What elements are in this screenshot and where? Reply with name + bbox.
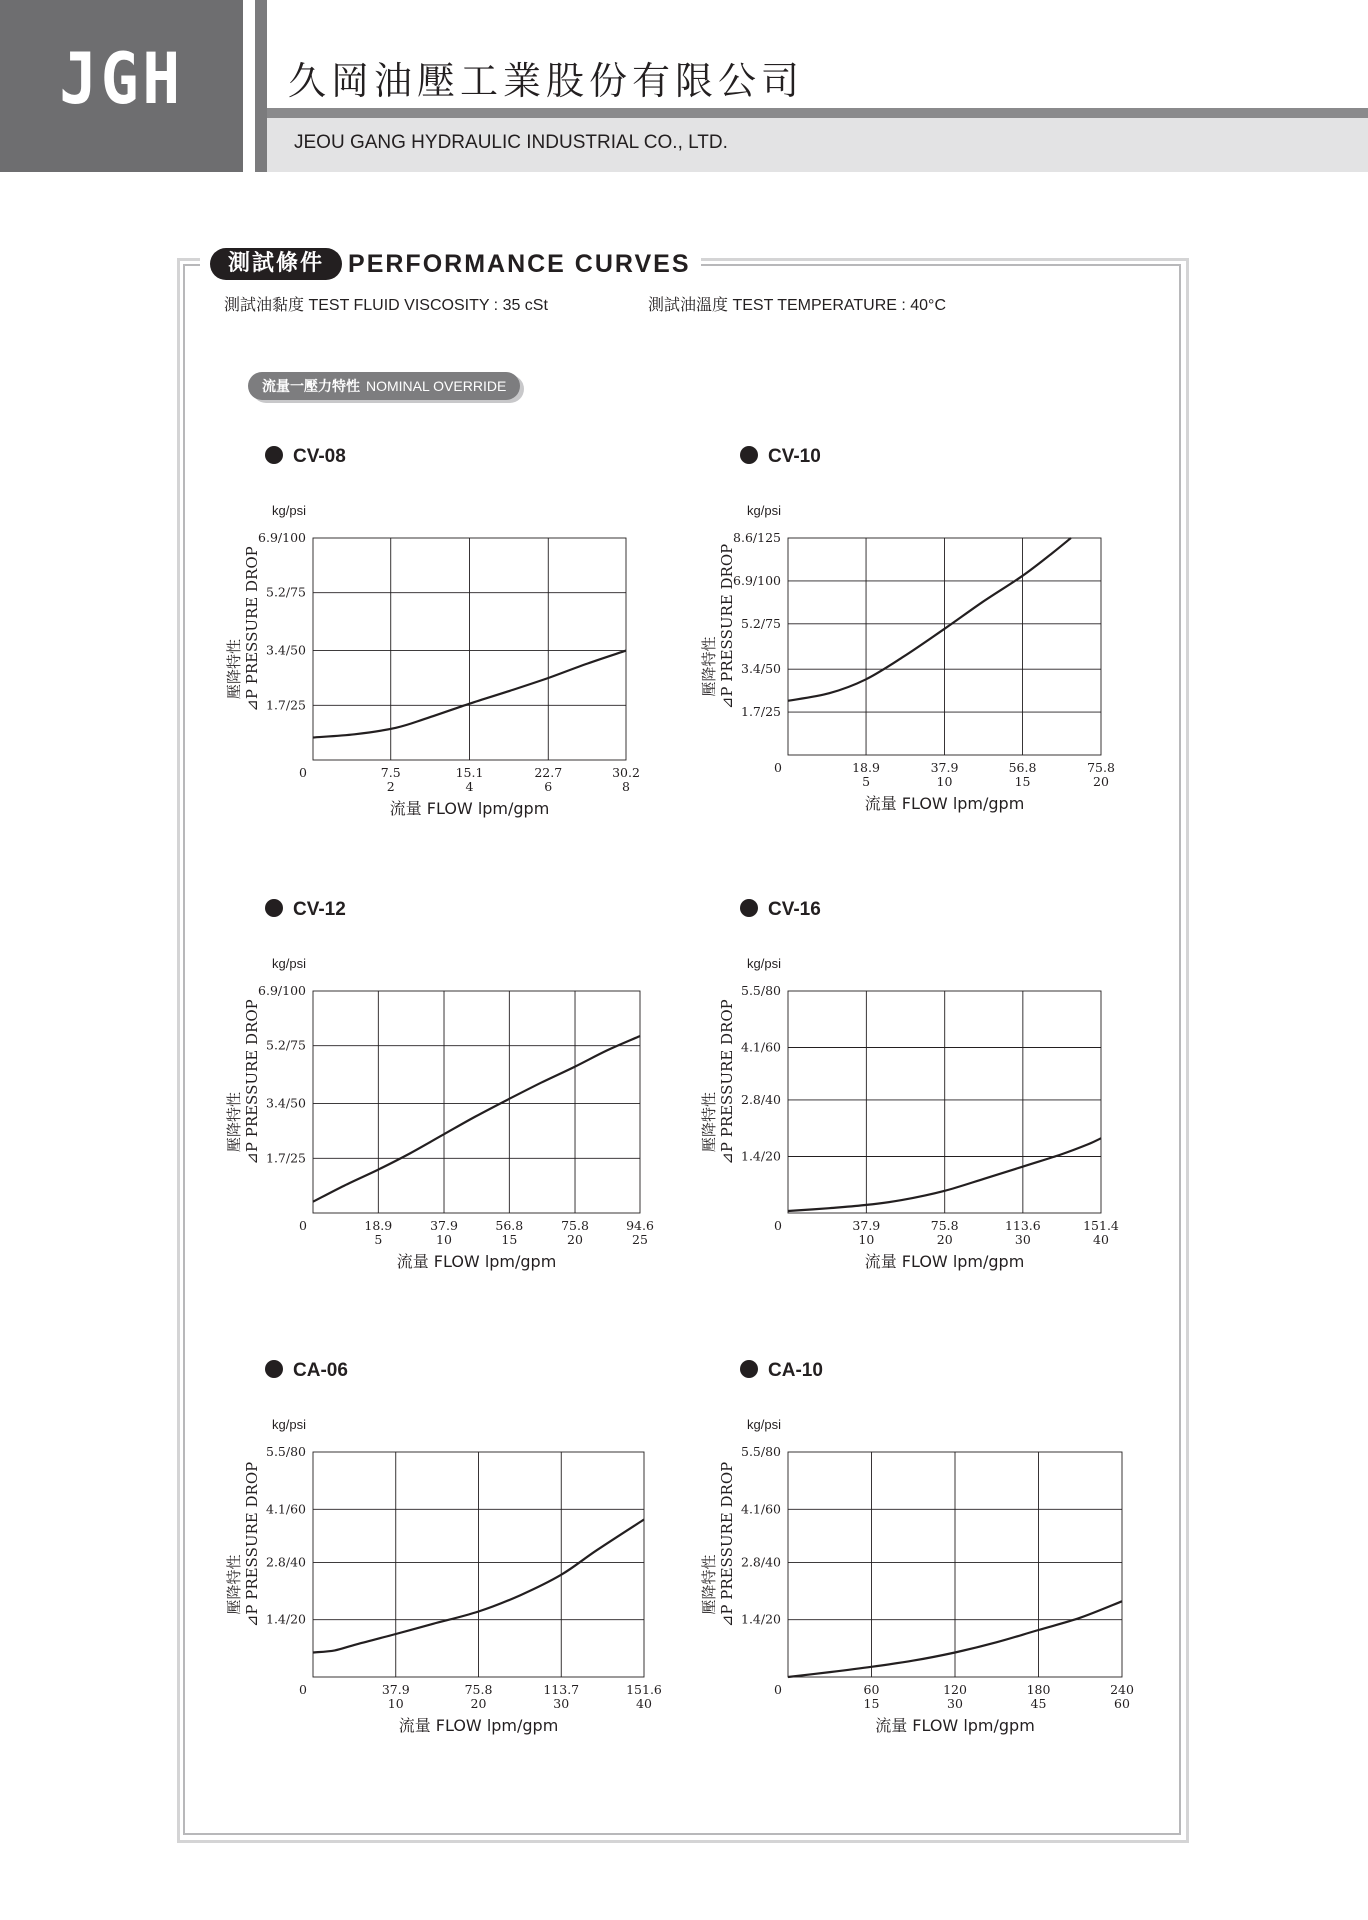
- y-tick-label: 2.8/40: [741, 1091, 781, 1107]
- x-tick-label-lpm: 18.9: [364, 1218, 393, 1233]
- x-axis-title: 流量 FLOW lpm/gpm: [875, 1716, 1035, 1735]
- y-axis-title-chinese: 壓降特性: [700, 1091, 718, 1153]
- test-viscosity: 測試油黏度 TEST FLUID VISCOSITY : 35 cSt: [224, 297, 548, 314]
- chart-ca-06: [220, 1350, 674, 1743]
- y-axis-title: ⊿P PRESSURE DROP: [243, 546, 261, 712]
- x-tick-label-lpm: 15.1: [455, 765, 484, 780]
- y-unit-label: kg/psi: [272, 1417, 306, 1432]
- y-unit-label: kg/psi: [747, 956, 781, 971]
- y-unit-label: kg/psi: [272, 956, 306, 971]
- y-tick-label: 5.2/75: [266, 1037, 306, 1053]
- x-tick-label-gpm: 6: [544, 779, 553, 794]
- x-tick-label-gpm: 20: [470, 1696, 487, 1711]
- y-tick-label: 1.4/20: [741, 1611, 781, 1627]
- chart-cv-10: [695, 436, 1131, 821]
- x-axis-title: 流量 FLOW lpm/gpm: [398, 1716, 559, 1735]
- y-tick-label: 3.4/50: [266, 642, 306, 658]
- section-title-english: PERFORMANCE CURVES: [348, 249, 691, 278]
- x-axis-title: 流量 FLOW lpm/gpm: [864, 794, 1025, 813]
- x-tick-label-gpm: 20: [936, 1232, 953, 1247]
- x-tick-label-gpm: 15: [863, 1696, 880, 1711]
- y-tick-label: 5.5/80: [741, 1444, 781, 1459]
- y-tick-label: 1.7/25: [266, 1150, 306, 1166]
- y-tick-label: 4.1/60: [741, 1501, 781, 1517]
- x-tick-label-lpm: 7.5: [380, 765, 401, 780]
- y-axis-title-chinese: 壓降特性: [700, 1554, 718, 1615]
- y-axis-title: ⊿P PRESSURE DROP: [718, 543, 736, 710]
- company-name-chinese: 久岡油壓工業股份有限公司: [288, 59, 805, 103]
- y-tick-label: 8.6/125: [733, 530, 781, 545]
- x-tick-label-gpm: 4: [465, 779, 474, 794]
- nominal-override-tag: [248, 372, 520, 400]
- tag-label-chinese: 流量一壓力特性: [262, 378, 360, 394]
- x-tick-label-gpm: 15: [1014, 774, 1031, 789]
- y-unit-label: kg/psi: [272, 503, 306, 518]
- y-axis-title: ⊿P PRESSURE DROP: [243, 1461, 261, 1628]
- y-axis-title: ⊿P PRESSURE DROP: [243, 999, 261, 1165]
- origin-label: 0: [774, 1682, 782, 1697]
- x-tick-label-gpm: 30: [1014, 1232, 1031, 1247]
- x-tick-label-gpm: 5: [374, 1232, 383, 1247]
- x-tick-label-gpm: 60: [1114, 1696, 1130, 1711]
- x-tick-label-lpm: 75.8: [1087, 760, 1115, 775]
- chart-svg: [695, 436, 1131, 821]
- y-tick-label: 5.2/75: [266, 584, 306, 600]
- section-title: [200, 248, 701, 280]
- chart-title: CV-10: [768, 446, 821, 467]
- x-axis-title: 流量 FLOW lpm/gpm: [389, 799, 550, 818]
- chart-svg: [695, 889, 1131, 1279]
- x-tick-label-lpm: 113.7: [543, 1682, 580, 1697]
- y-axis-title-chinese: 壓降特性: [225, 1091, 243, 1153]
- x-tick-label-lpm: 56.8: [1008, 760, 1037, 775]
- x-tick-label-lpm: 120: [943, 1682, 967, 1697]
- origin-label: 0: [299, 765, 307, 780]
- x-tick-label-gpm: 20: [1093, 774, 1109, 789]
- x-tick-label-gpm: 20: [567, 1232, 583, 1247]
- y-tick-label: 5.5/80: [741, 983, 781, 998]
- x-tick-label-lpm: 30.2: [612, 765, 640, 780]
- plot-frame: [313, 991, 640, 1213]
- x-tick-label-gpm: 30: [947, 1696, 963, 1711]
- y-tick-label: 1.7/25: [266, 697, 306, 713]
- x-tick-label-lpm: 22.7: [534, 765, 563, 780]
- x-tick-label-lpm: 37.9: [852, 1218, 881, 1233]
- x-axis-title: 流量 FLOW lpm/gpm: [864, 1252, 1025, 1271]
- x-axis-title: 流量 FLOW lpm/gpm: [396, 1252, 557, 1271]
- x-tick-label-lpm: 240: [1110, 1682, 1134, 1697]
- chart-svg: [220, 889, 670, 1279]
- y-tick-label: 3.4/50: [266, 1095, 306, 1111]
- y-tick-label: 4.1/60: [741, 1039, 781, 1055]
- x-tick-label-lpm: 113.6: [1004, 1218, 1041, 1233]
- x-tick-label-gpm: 5: [862, 774, 871, 789]
- x-tick-label-gpm: 30: [553, 1696, 570, 1711]
- logo-text: JGH: [59, 38, 184, 120]
- x-tick-label-gpm: 8: [622, 779, 630, 794]
- header-rule: [267, 108, 1368, 118]
- x-tick-label-lpm: 75.8: [561, 1218, 589, 1233]
- x-tick-label-lpm: 18.9: [852, 760, 880, 775]
- x-tick-label-lpm: 56.8: [495, 1218, 524, 1233]
- x-tick-label-gpm: 15: [501, 1232, 518, 1247]
- y-tick-label: 5.5/80: [266, 1444, 306, 1459]
- x-tick-label-gpm: 2: [386, 779, 395, 794]
- chart-cv-16: [695, 889, 1131, 1279]
- chart-svg: [220, 1350, 674, 1743]
- chart-svg: [695, 1350, 1152, 1743]
- chart-ca-10: [695, 1350, 1152, 1743]
- x-tick-label-lpm: 180: [1026, 1682, 1051, 1697]
- y-tick-label: 1.4/20: [741, 1148, 781, 1164]
- chart-title: CV-08: [293, 446, 346, 467]
- y-axis-title: ⊿P PRESSURE DROP: [718, 999, 736, 1165]
- title-bullet: [740, 1360, 758, 1378]
- y-tick-label: 2.8/40: [741, 1554, 781, 1570]
- origin-label: 0: [774, 1218, 782, 1233]
- y-tick-label: 3.4/50: [741, 661, 781, 677]
- x-tick-label-gpm: 25: [632, 1232, 648, 1247]
- x-tick-label-lpm: 94.6: [626, 1218, 654, 1233]
- chart-title: CV-16: [768, 899, 821, 920]
- chart-cv-12: [220, 889, 670, 1279]
- title-bullet: [740, 899, 758, 917]
- origin-label: 0: [299, 1682, 307, 1697]
- x-tick-label-gpm: 45: [1030, 1696, 1047, 1711]
- x-tick-label-lpm: 75.8: [930, 1218, 959, 1233]
- tag-label-english: NOMINAL OVERRIDE: [366, 378, 507, 394]
- y-tick-label: 6.9/100: [258, 983, 306, 998]
- x-tick-label-gpm: 10: [387, 1696, 404, 1711]
- x-tick-label-gpm: 40: [1093, 1232, 1109, 1247]
- y-tick-label: 6.9/100: [258, 530, 306, 545]
- chart-title: CA-06: [293, 1360, 348, 1381]
- logo: [0, 0, 243, 172]
- x-tick-label-lpm: 37.9: [381, 1682, 410, 1697]
- y-tick-label: 1.4/20: [266, 1611, 306, 1627]
- title-bullet: [740, 446, 758, 464]
- title-bullet: [265, 899, 283, 917]
- test-temperature: 測試油溫度 TEST TEMPERATURE : 40°C: [648, 297, 947, 314]
- chart-title: CA-10: [768, 1360, 823, 1381]
- x-tick-label-lpm: 60: [863, 1682, 880, 1697]
- y-axis-title: ⊿P PRESSURE DROP: [718, 1461, 736, 1628]
- x-tick-label-gpm: 40: [636, 1696, 652, 1711]
- y-tick-label: 2.8/40: [266, 1554, 306, 1570]
- y-axis-title-chinese: 壓降特性: [700, 636, 718, 697]
- title-bullet: [265, 1360, 283, 1378]
- header-divider: [255, 0, 267, 172]
- x-tick-label-lpm: 151.4: [1083, 1218, 1119, 1233]
- series-line: [313, 1036, 640, 1202]
- series-line: [788, 538, 1071, 701]
- y-tick-label: 5.2/75: [741, 615, 781, 631]
- section-title-chinese: 測試條件: [210, 248, 342, 280]
- title-bullet: [265, 446, 283, 464]
- x-tick-label-gpm: 10: [436, 1232, 452, 1247]
- y-tick-label: 1.7/25: [741, 704, 781, 720]
- y-unit-label: kg/psi: [747, 503, 781, 518]
- y-tick-label: 4.1/60: [266, 1501, 306, 1517]
- x-tick-label-lpm: 151.6: [626, 1682, 662, 1697]
- y-tick-label: 6.9/100: [733, 572, 781, 588]
- x-tick-label-lpm: 37.9: [930, 760, 959, 775]
- x-tick-label-gpm: 10: [858, 1232, 875, 1247]
- x-tick-label-lpm: 37.9: [430, 1218, 458, 1233]
- y-axis-title-chinese: 壓降特性: [225, 638, 243, 700]
- chart-title: CV-12: [293, 899, 346, 920]
- chart-svg: [220, 436, 656, 826]
- company-name-english: JEOU GANG HYDRAULIC INDUSTRIAL CO., LTD.: [294, 132, 728, 153]
- origin-label: 0: [774, 760, 782, 775]
- y-axis-title-chinese: 壓降特性: [225, 1554, 243, 1615]
- x-tick-label-gpm: 10: [936, 774, 953, 789]
- origin-label: 0: [299, 1218, 307, 1233]
- chart-cv-08: [220, 436, 656, 826]
- y-unit-label: kg/psi: [747, 1417, 781, 1432]
- x-tick-label-lpm: 75.8: [464, 1682, 493, 1697]
